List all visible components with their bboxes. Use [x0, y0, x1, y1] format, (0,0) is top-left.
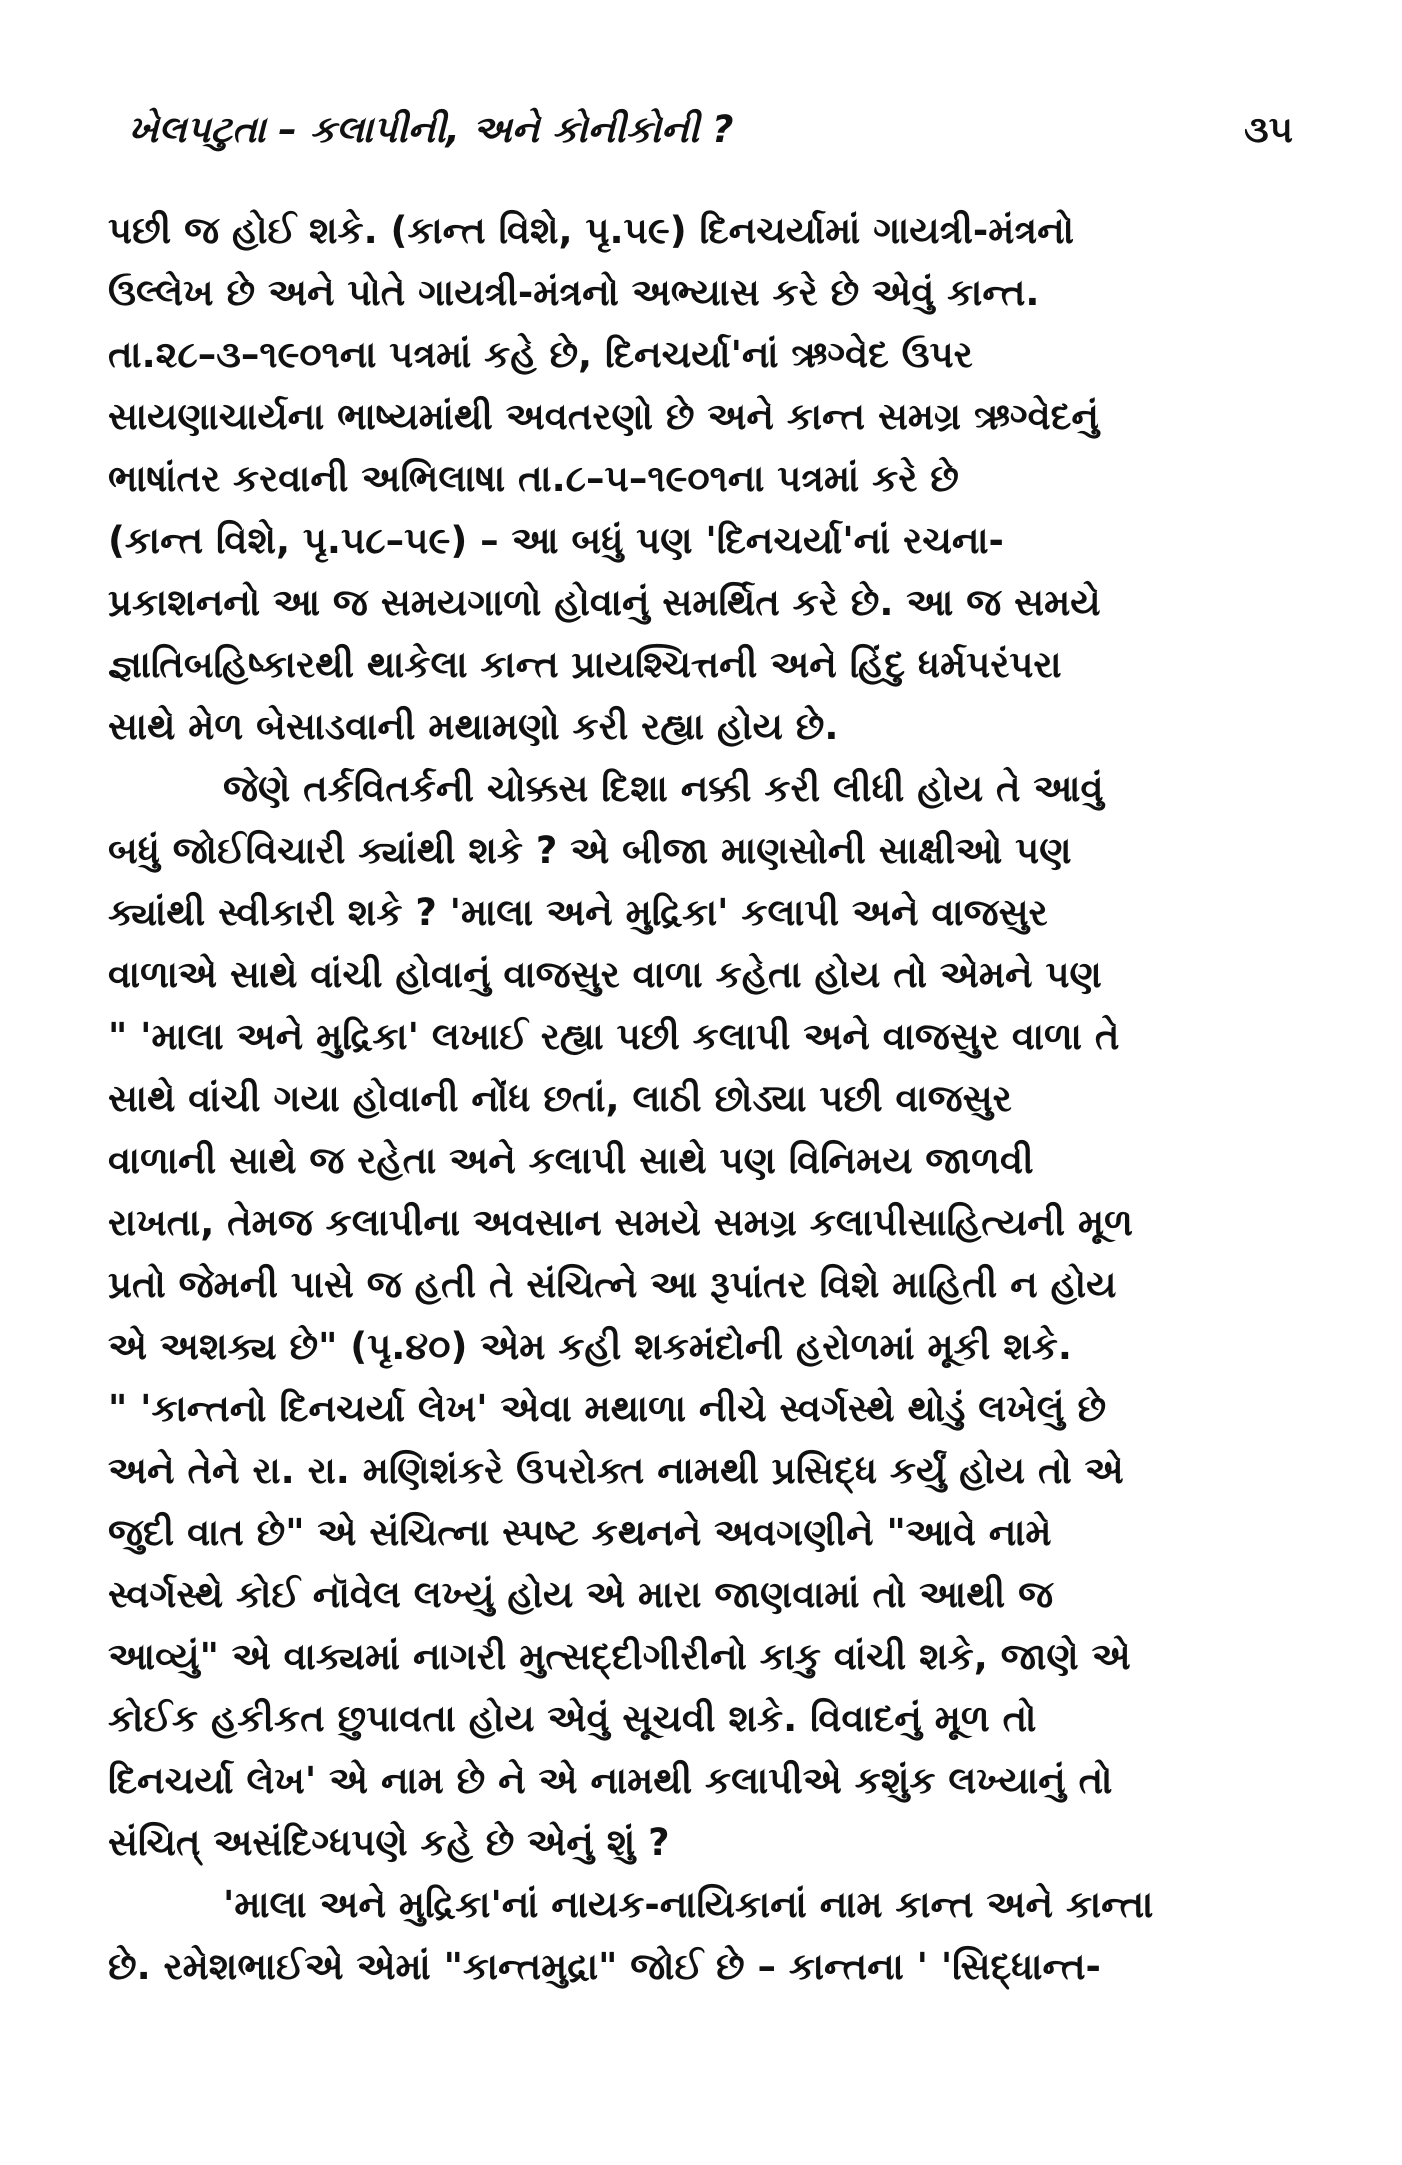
text-line: વાળાએ સાથે વાંચી હોવાનું વાજસુર વાળા કહેતા હોય તો એમને પણ: [108, 953, 1102, 996]
text-line: સાથે મેળ બેસાડવાની મથામણો કરી રહ્યા હોય છે.: [108, 705, 839, 748]
running-title: ખેલપટુતા – કલાપીની, અને કોનીકોની ?: [128, 108, 734, 151]
text-line: ભાષાંતર કરવાની અભિલાષા તા.૮–૫–૧૯૦૧ના પત્રમાં કરે છે: [108, 457, 959, 500]
text-line: છે. રમેશભાઈએ એમાં "કાન્તમુદ્રા" જોઈ છે – કાન્તના ' 'સિદ્ધાન્ત-: [108, 1945, 1101, 1988]
text-line: બધું જોઈવિચારી ક્યાંથી શકે ? એ બીજા માણસોની સાક્ષીઓ પણ: [108, 829, 1072, 872]
paragraph-first-line: જેણે તર્કવિતર્કની ચોક્કસ દિશા નક્કી કરી લીધી હોય તે આવું: [223, 767, 1104, 810]
text-line: " 'માલા અને મુદ્રિકા' લખાઈ રહ્યા પછી કલાપી અને વાજસુર વાળા તે: [108, 1015, 1120, 1058]
text-line: સાથે વાંચી ગયા હોવાની નોંધ છતાં, લાઠી છોડ્યા પછી વાજસુર: [108, 1077, 1012, 1120]
text-line: અને તેને રા. રા. મણિશંકરે ઉપરોક્ત નામથી પ્રસિદ્ધ કર્યું હોય તો એ: [108, 1449, 1124, 1492]
text-line: સાયણાચાર્યના ભાષ્યમાંથી અવતરણો છે અને કાન્ત સમગ્ર ઋગ્વેદનું: [108, 395, 1099, 438]
text-line: (કાન્ત વિશે, પૃ.૫૮–૫૯) – આ બધું પણ 'દિનચર્યા'નાં રચના-: [108, 519, 1004, 562]
text-line: ક્યાંથી સ્વીકારી શકે ? 'માલા અને મુદ્રિકા' કલાપી અને વાજસુર: [108, 891, 1048, 934]
text-line: જુદી વાત છે" એ સંચિત્ના સ્પષ્ટ કથનને અવગણીને "આવે નામે: [108, 1511, 1052, 1554]
text-line: કોઈક હકીકત છુપાવતા હોય એવું સૂચવી શકે. વિવાદનું મૂળ તો: [108, 1697, 1037, 1740]
text-line: સ્વર્ગસ્થે કોઈ નૉવેલ લખ્યું હોય એ મારા જાણવામાં તો આથી જ: [108, 1573, 1054, 1616]
page-number: ૩૫: [1244, 108, 1293, 151]
text-line: પ્રતો જેમની પાસે જ હતી તે સંચિત્ને આ રૂપાંતર વિશે માહિતી ન હોય: [108, 1263, 1117, 1306]
running-head: [128, 108, 1293, 172]
text-line: દિનચર્યા લેખ' એ નામ છે ને એ નામથી કલાપીએ કશુંક લખ્યાનું તો: [108, 1759, 1113, 1802]
text-line: આવ્યું" એ વાક્યમાં નાગરી મુત્સદ્દીગીરીનો કાકુ વાંચી શકે, જાણે એ: [108, 1635, 1131, 1678]
text-line: ઉલ્લેખ છે અને પોતે ગાયત્રી-મંત્રનો અભ્યાસ કરે છે એવું કાન્ત.: [108, 271, 1040, 314]
text-line: પ્રકાશનનો આ જ સમયગાળો હોવાનું સમર્થિત કરે છે. આ જ સમયે: [108, 581, 1101, 624]
text-line: તા.૨૮–૩–૧૯૦૧ના પત્રમાં કહે છે, દિનચર્યા'નાં ઋગ્વેદ ઉપર: [108, 333, 973, 376]
text-line: એ અશક્ય છે" (પૃ.૪૦) એમ કહી શકમંદોની હરોળમાં મૂકી શકે.: [108, 1325, 1072, 1368]
text-line: પછી જ હોઈ શકે. (કાન્ત વિશે, પૃ.૫૯) દિનચર્યામાં ગાયત્રી-મંત્રનો: [108, 209, 1074, 252]
text-line: વાળાની સાથે જ રહેતા અને કલાપી સાથે પણ વિનિમય જાળવી: [108, 1139, 1034, 1182]
text-line: સંચિત્ અસંદિગ્ધપણે કહે છે એનું શું ?: [108, 1821, 670, 1864]
text-line: " 'કાન્તનો દિનચર્યા લેખ' એવા મથાળા નીચે સ્વર્ગસ્થે થોડું લખેલું છે: [108, 1387, 1107, 1430]
paragraph-first-line: 'માલા અને મુદ્રિકા'નાં નાયક-નાયિકાનાં નામ કાન્ત અને કાન્તા: [223, 1883, 1154, 1926]
text-line: જ્ઞાતિબહિષ્કારથી થાકેલા કાન્ત પ્રાયશ્ચિત્તની અને હિંદુ ધર્મપરંપરા: [108, 643, 1062, 686]
text-line: રાખતા, તેમજ કલાપીના અવસાન સમયે સમગ્ર કલાપીસાહિત્યની મૂળ: [108, 1201, 1134, 1244]
body-text: [108, 200, 1293, 2100]
